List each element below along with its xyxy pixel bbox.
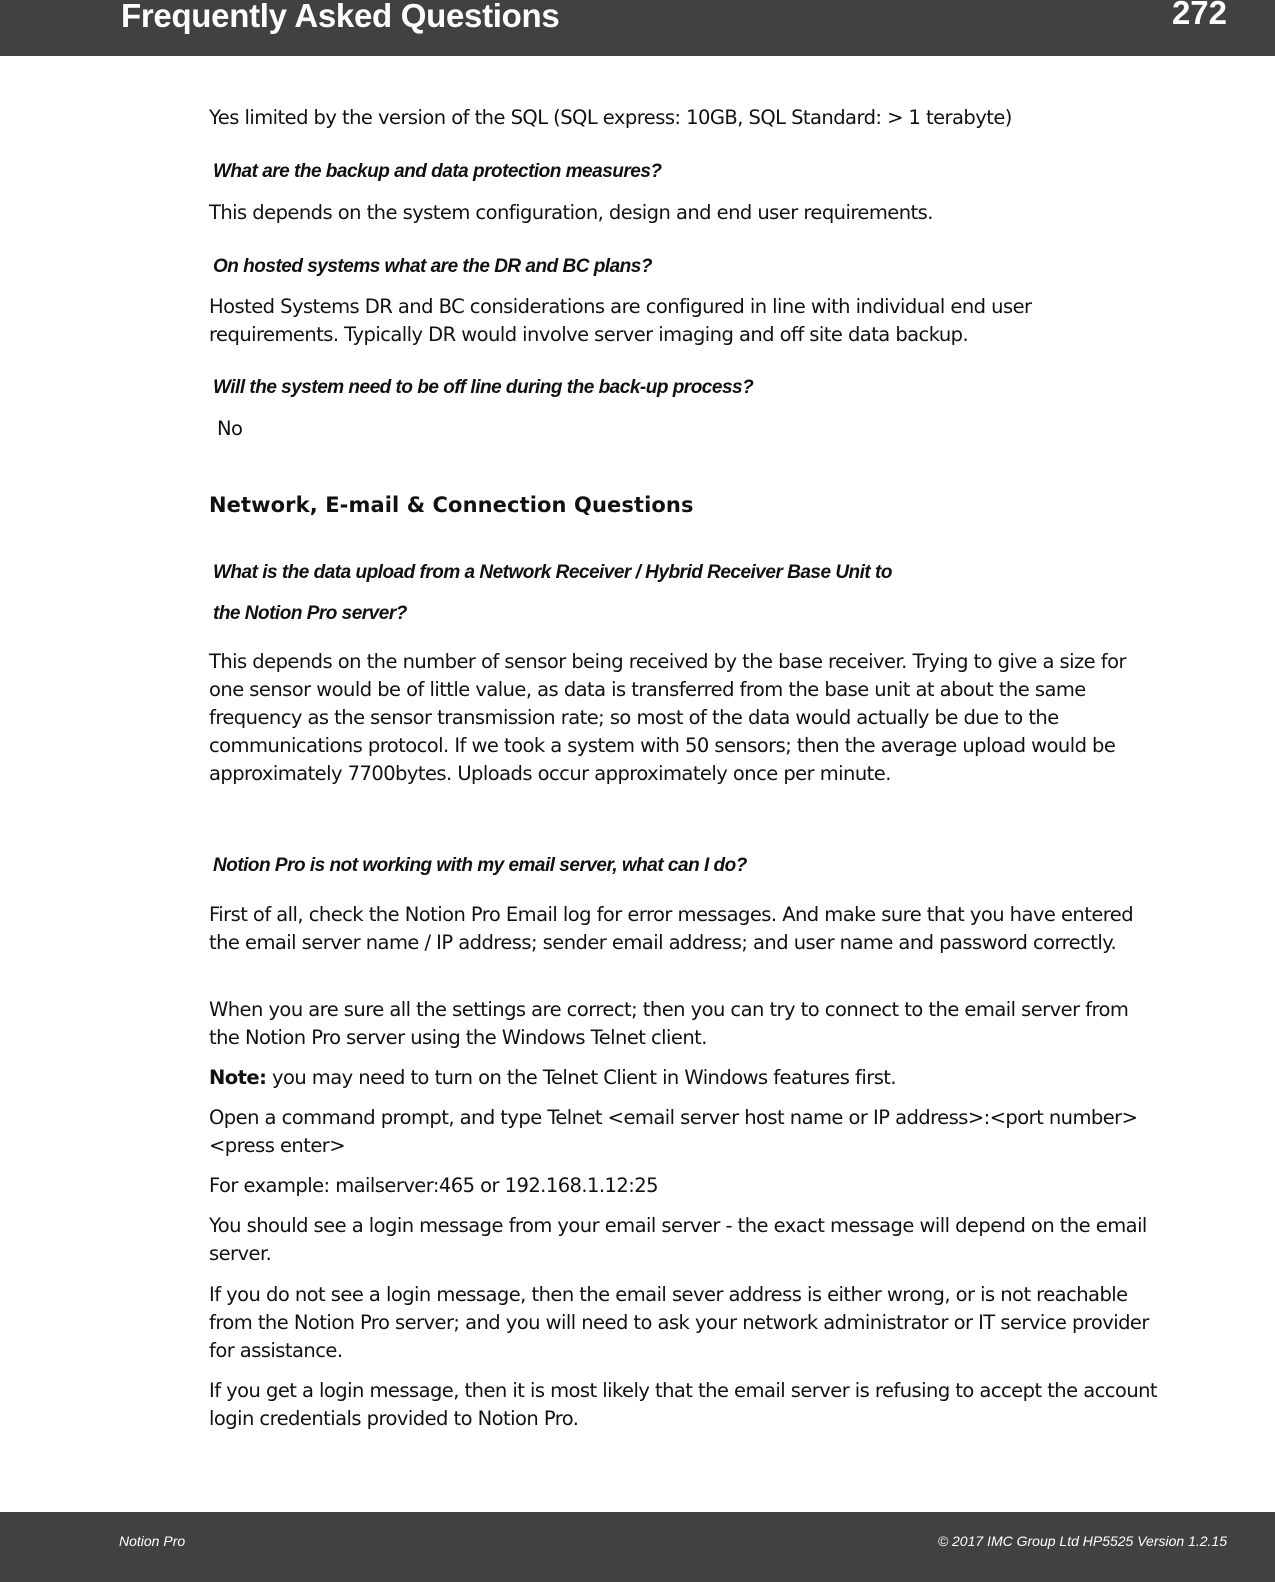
- email-answer-4: For example: mailserver:465 or 192.168.1.12:25: [209, 1174, 659, 1197]
- upload-answer: This depends on the number of sensor being received by the base receiver. Trying to give a size for one sensor would be of little value, as data is transferred from the base unit at about the same frequency as the sensor transmission rate; so most of the data would actually be due to the communications protocol. If we took a system with 50 sensors; then the average upload would be approximately 7700bytes. Uploads occur approximately once per minute.: [209, 650, 1126, 785]
- note-label: Note:: [209, 1066, 267, 1089]
- footer-product: Notion Pro: [119, 1533, 186, 1549]
- page-header: [0, 0, 1275, 56]
- backup-answer: This depends on the system configuration, design and end user requirements.: [209, 201, 933, 224]
- email-answer-7: If you get a login message, then it is most likely that the email server is refusing to accept the account login credentials provided to Notion Pro.: [209, 1379, 1158, 1430]
- page-footer: [0, 1512, 1275, 1582]
- dr-bc-answer: Hosted Systems DR and BC considerations are configured in line with individual end user requirements. Typically DR would involve server imaging and off site data backup.: [209, 295, 1032, 346]
- email-answer-2: When you are sure all the settings are correct; then you can try to connect to the email server from the Notion Pro server using the Windows Telnet client.: [209, 998, 1129, 1049]
- header-title: Frequently Asked Questions: [121, 0, 560, 34]
- footer-copyright: © 2017 IMC Group Ltd HP5525 Version 1.2.15: [937, 1533, 1227, 1549]
- sql-limit-answer: Yes limited by the version of the SQL (SQL express: 10GB, SQL Standard: > 1 terabyte): [209, 106, 1012, 129]
- email-answer-3: Open a command prompt, and type Telnet <email server host name or IP address>:<port number> <press enter>: [209, 1106, 1138, 1157]
- offline-question: Will the system need to be off line during the back-up process?: [213, 377, 754, 398]
- email-answer-6: If you do not see a login message, then the email sever address is either wrong, or is not reachable from the Notion Pro server; and you will need to ask your network administrator or IT service provider for assistance.: [209, 1283, 1149, 1362]
- email-answer-1: First of all, check the Notion Pro Email log for error messages. And make sure that you have entered the email server name / IP address; sender email address; and user name and password correctly.: [209, 903, 1134, 954]
- dr-bc-question: On hosted systems what are the DR and BC plans?: [213, 256, 652, 277]
- backup-question: What are the backup and data protection measures?: [213, 161, 662, 182]
- email-question: Notion Pro is not working with my email server, what can I do?: [213, 855, 747, 876]
- offline-answer: No: [217, 417, 243, 440]
- note-paragraph: [209, 1064, 1159, 1092]
- email-answer-5: You should see a login message from your email server - the exact message will depend on the email server.: [209, 1214, 1147, 1265]
- upload-question-line2: the Notion Pro server?: [213, 603, 407, 624]
- page-number: 272: [1171, 0, 1227, 31]
- section-heading-network: Network, E-mail & Connection Questions: [209, 493, 694, 517]
- upload-question-line1: What is the data upload from a Network Receiver / Hybrid Receiver Base Unit to: [213, 562, 892, 583]
- note-text: you may need to turn on the Telnet Client in Windows features first.: [266, 1066, 897, 1089]
